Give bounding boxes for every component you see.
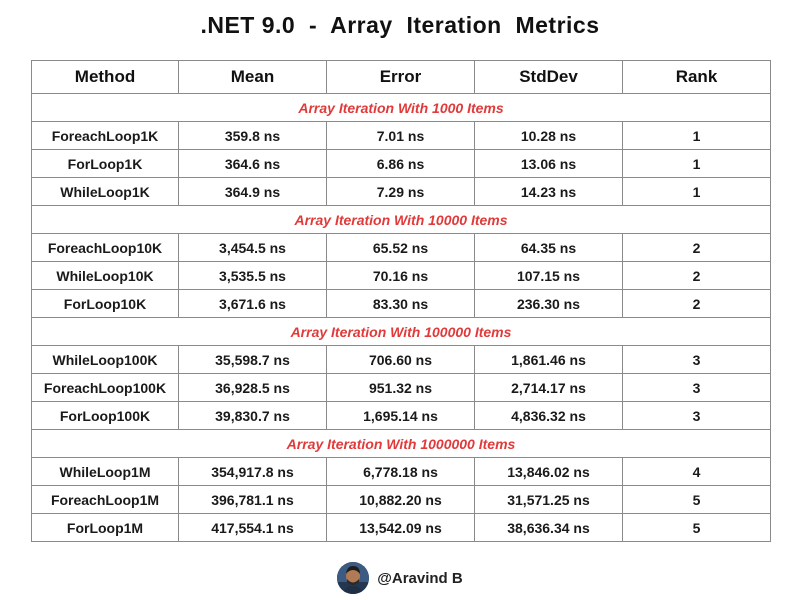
cell-rank: 1: [623, 122, 771, 150]
table-row: [32, 262, 771, 290]
header-rank: Rank: [623, 61, 771, 94]
cell-method: ForLoop100K: [32, 402, 179, 430]
cell-error: 951.32 ns: [327, 374, 475, 402]
header-error: Error: [327, 61, 475, 94]
header-method: Method: [32, 61, 179, 94]
cell-stddev: 13,846.02 ns: [475, 458, 623, 486]
cell-method: ForeachLoop100K: [32, 374, 179, 402]
table-row: [32, 486, 771, 514]
author-footer: [0, 560, 800, 596]
cell-rank: 1: [623, 178, 771, 206]
table-row: [32, 290, 771, 318]
author-handle: @Aravind B: [377, 569, 463, 587]
cell-rank: 2: [623, 290, 771, 318]
cell-stddev: 64.35 ns: [475, 234, 623, 262]
cell-method: WhileLoop1M: [32, 458, 179, 486]
cell-rank: 2: [623, 262, 771, 290]
cell-mean: 359.8 ns: [179, 122, 327, 150]
header-mean: Mean: [179, 61, 327, 94]
table-row: [32, 234, 771, 262]
cell-stddev: 107.15 ns: [475, 262, 623, 290]
cell-mean: 364.9 ns: [179, 178, 327, 206]
group-row: [32, 430, 771, 458]
table-row: [32, 402, 771, 430]
group-title: Array Iteration With 1000000 Items: [32, 430, 771, 458]
cell-method: ForeachLoop10K: [32, 234, 179, 262]
cell-mean: 396,781.1 ns: [179, 486, 327, 514]
group-title: Array Iteration With 1000 Items: [32, 94, 771, 122]
cell-stddev: 31,571.25 ns: [475, 486, 623, 514]
cell-stddev: 13.06 ns: [475, 150, 623, 178]
cell-error: 10,882.20 ns: [327, 486, 475, 514]
cell-mean: 36,928.5 ns: [179, 374, 327, 402]
cell-mean: 354,917.8 ns: [179, 458, 327, 486]
table-row: [32, 150, 771, 178]
cell-error: 13,542.09 ns: [327, 514, 475, 542]
table-row: [32, 374, 771, 402]
cell-mean: 35,598.7 ns: [179, 346, 327, 374]
cell-method: ForLoop10K: [32, 290, 179, 318]
table-row: [32, 458, 771, 486]
avatar-icon: [337, 562, 369, 594]
cell-error: 706.60 ns: [327, 346, 475, 374]
cell-method: WhileLoop10K: [32, 262, 179, 290]
group-row: [32, 206, 771, 234]
cell-method: ForeachLoop1K: [32, 122, 179, 150]
cell-stddev: 14.23 ns: [475, 178, 623, 206]
cell-stddev: 2,714.17 ns: [475, 374, 623, 402]
cell-error: 65.52 ns: [327, 234, 475, 262]
cell-stddev: 236.30 ns: [475, 290, 623, 318]
cell-stddev: 4,836.32 ns: [475, 402, 623, 430]
cell-method: ForLoop1K: [32, 150, 179, 178]
cell-stddev: 10.28 ns: [475, 122, 623, 150]
cell-rank: 3: [623, 402, 771, 430]
cell-rank: 4: [623, 458, 771, 486]
cell-rank: 5: [623, 486, 771, 514]
cell-error: 7.01 ns: [327, 122, 475, 150]
cell-rank: 1: [623, 150, 771, 178]
cell-stddev: 1,861.46 ns: [475, 346, 623, 374]
cell-mean: 417,554.1 ns: [179, 514, 327, 542]
cell-error: 6,778.18 ns: [327, 458, 475, 486]
cell-method: WhileLoop1K: [32, 178, 179, 206]
cell-rank: 5: [623, 514, 771, 542]
cell-rank: 2: [623, 234, 771, 262]
table-row: [32, 514, 771, 542]
group-title: Array Iteration With 10000 Items: [32, 206, 771, 234]
cell-method: ForeachLoop1M: [32, 486, 179, 514]
cell-stddev: 38,636.34 ns: [475, 514, 623, 542]
cell-rank: 3: [623, 374, 771, 402]
table-row: [32, 178, 771, 206]
cell-rank: 3: [623, 346, 771, 374]
cell-mean: 39,830.7 ns: [179, 402, 327, 430]
cell-method: WhileLoop100K: [32, 346, 179, 374]
table-row: [32, 346, 771, 374]
metrics-table: [31, 60, 771, 542]
group-row: [32, 94, 771, 122]
header-row: [32, 61, 771, 94]
cell-mean: 3,671.6 ns: [179, 290, 327, 318]
cell-error: 7.29 ns: [327, 178, 475, 206]
table-row: [32, 122, 771, 150]
cell-error: 1,695.14 ns: [327, 402, 475, 430]
cell-mean: 3,454.5 ns: [179, 234, 327, 262]
group-title: Array Iteration With 100000 Items: [32, 318, 771, 346]
header-stddev: StdDev: [475, 61, 623, 94]
cell-error: 70.16 ns: [327, 262, 475, 290]
cell-mean: 364.6 ns: [179, 150, 327, 178]
cell-mean: 3,535.5 ns: [179, 262, 327, 290]
cell-error: 6.86 ns: [327, 150, 475, 178]
group-row: [32, 318, 771, 346]
cell-error: 83.30 ns: [327, 290, 475, 318]
page-title: .NET 9.0 - Array Iteration Metrics: [200, 12, 600, 38]
cell-method: ForLoop1M: [32, 514, 179, 542]
